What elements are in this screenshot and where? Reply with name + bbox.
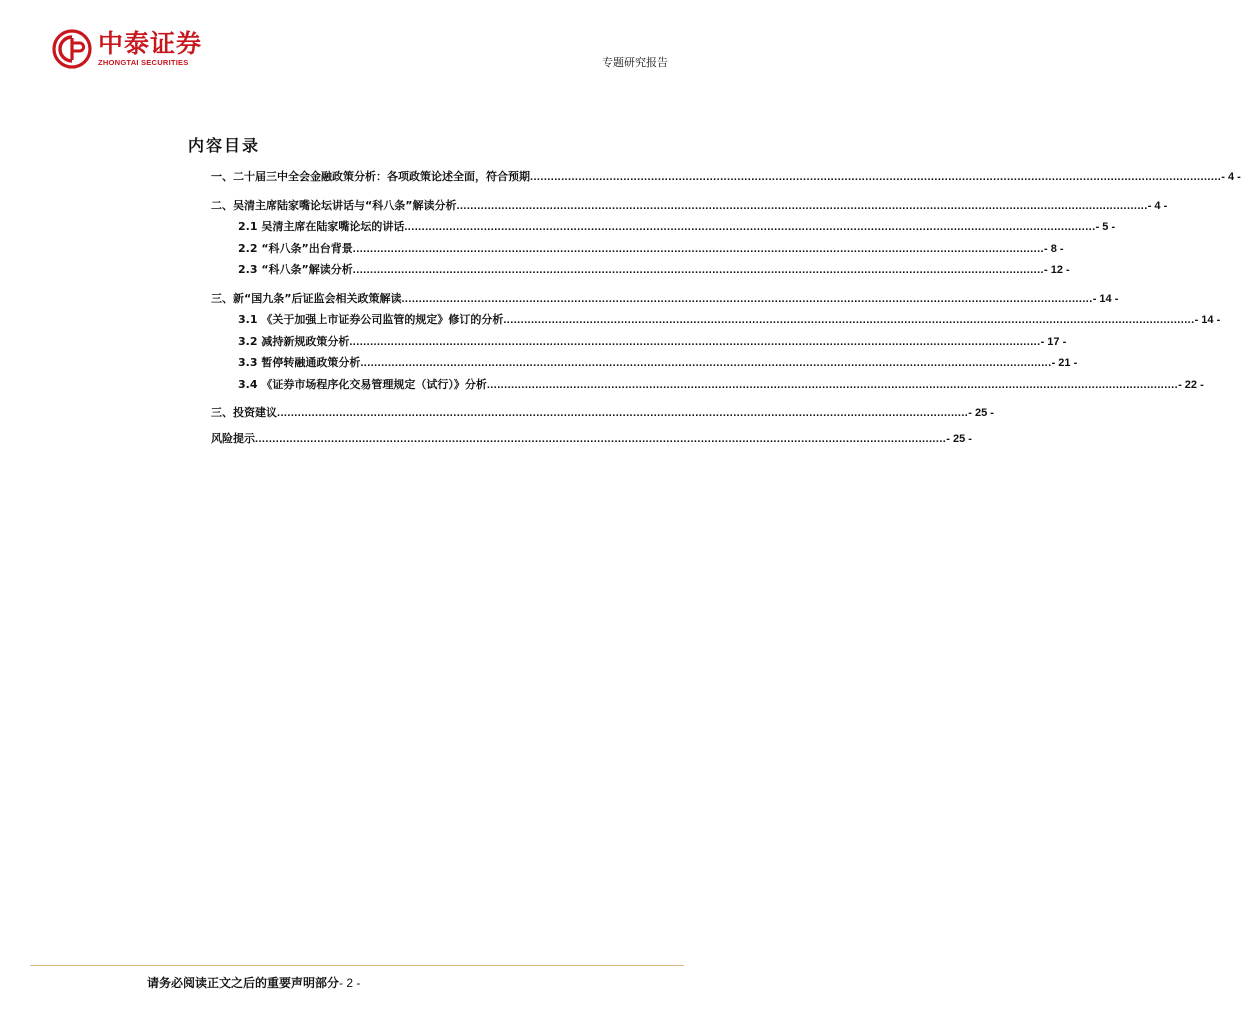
toc-leader-dots: ........................................................................................................................................................................................................ [360,357,1052,369]
toc-leader-dots: ........................................................................................................................................................................................................ [401,292,1093,305]
footer [147,974,360,991]
toc-entry-label: 2.2 “科八条”出台背景 [238,241,353,255]
toc-entry-page: - 14 - [1194,314,1221,326]
toc-leader-dots: ........................................................................................................................................................................................................ [503,314,1195,326]
report-type-label: 专题研究报告 [602,56,668,69]
toc-subentry[interactable] [211,216,1116,238]
company-logo [52,26,202,72]
toc-leader-dots: ........................................................................................................................................................................................................ [352,242,1045,255]
table-of-contents [211,166,1241,449]
toc-subentry[interactable] [211,352,1078,374]
toc-entry-page: - 8 - [1044,242,1064,255]
toc-entry[interactable] [211,195,1168,217]
toc-leader-dots: ........................................................................................................................................................................................................ [456,199,1148,212]
toc-entry-page: - 25 - [946,432,972,445]
toc-entry-label: 3.3 暂停转融通政策分析 [238,356,361,369]
toc-leader-dots: ........................................................................................................................................................................................................ [530,171,1222,183]
toc-entry-page: - 25 - [968,407,994,419]
toc-subentry[interactable] [211,374,1204,396]
toc-entry-label: 2.3 “科八条”解读分析 [238,263,353,276]
toc-subentry[interactable] [211,331,1067,353]
toc-entry-page: - 4 - [1221,171,1241,183]
toc-entry-page: - 22 - [1178,378,1204,391]
toc-leader-dots: ........................................................................................................................................................................................................ [277,407,969,419]
toc-entry-page: - 12 - [1044,264,1070,276]
toc-entry-page: - 4 - [1147,199,1168,212]
toc-entry[interactable] [211,288,1119,310]
footer-divider [30,965,684,966]
page-number: - 2 - [339,976,361,990]
toc-leader-dots: ........................................................................................................................................................................................................ [486,378,1179,391]
brand-name-en: ZHONGTAI SECURITIES [98,58,189,67]
toc-entry-page: - 14 - [1092,292,1119,305]
toc-entry-page: - 5 - [1095,221,1116,233]
toc-leader-dots: ........................................................................................................................................................................................................ [404,221,1096,233]
toc-subentry[interactable] [211,238,1064,260]
toc-entry[interactable] [211,166,1241,188]
toc-entry-label: 一、二十届三中全会金融政策分析：各项政策论述全面，符合预期 [211,170,530,183]
toc-leader-dots: ........................................................................................................................................................................................................ [255,432,947,445]
toc-entry-label: 二、吴清主席陆家嘴论坛讲话与“科八条”解读分析 [211,198,457,212]
toc-entry-label: 三、新“国九条”后证监会相关政策解读 [211,291,402,305]
toc-leader-dots: ........................................................................................................................................................................................................ [349,335,1041,348]
toc-entry-label: 3.2 减持新规政策分析 [238,334,350,348]
zhongtai-logo-icon [52,29,92,69]
brand-name-cn: 中泰证券 [98,29,203,58]
toc-entry-label: 2.1 吴清主席在陆家嘴论坛的讲话 [238,220,405,233]
toc-subentry[interactable] [211,259,1070,281]
toc-title: 内容目录 [188,136,261,155]
toc-entry-label: 三、投资建议 [211,406,277,419]
toc-entry[interactable] [211,428,972,450]
toc-entry[interactable] [211,402,994,424]
toc-entry-label: 3.4 《证券市场程序化交易管理规定（试行）》分析 [238,377,487,391]
toc-subentry[interactable] [211,309,1221,331]
toc-entry-label: 3.1 《关于加强上市证券公司监管的规定》修订的分析 [238,313,504,326]
toc-entry-label: 风险提示 [211,431,255,445]
toc-entry-page: - 17 - [1040,335,1067,348]
toc-entry-page: - 21 - [1051,357,1078,369]
footer-disclaimer: 请务必阅读正文之后的重要声明部分 [147,976,340,990]
toc-leader-dots: ........................................................................................................................................................................................................ [352,264,1045,276]
